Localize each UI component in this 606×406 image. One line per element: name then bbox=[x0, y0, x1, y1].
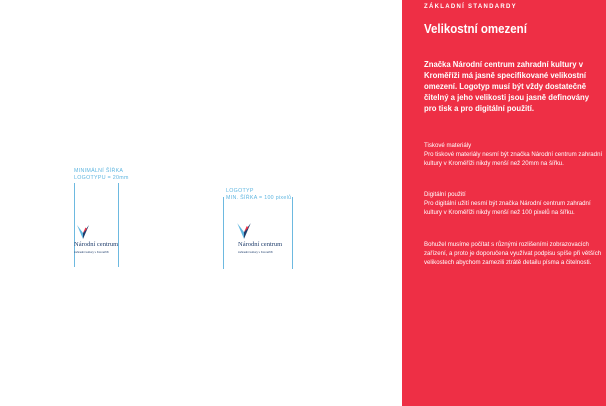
info-panel bbox=[402, 0, 606, 406]
digital-section-title: Digitální použití bbox=[424, 191, 466, 198]
print-section bbox=[424, 141, 606, 168]
digital-section bbox=[424, 190, 606, 217]
digital-width-guide-right bbox=[292, 197, 293, 269]
print-min-width-label-line2: LOGOTYPU = 20mm bbox=[74, 175, 129, 181]
logo-subtitle: zahradní kultury v Kroměříži bbox=[74, 250, 109, 254]
logo-mark-icon bbox=[236, 222, 252, 240]
page-title: Velikostní omezení bbox=[424, 22, 527, 36]
logo-print-example bbox=[74, 224, 119, 254]
logo-name: Národní centrum bbox=[238, 241, 283, 248]
digital-section-text: Pro digitální užití nesmí být značka Národní centrum zahradní kultury v Kroměříži nikdy menší než 100 pixelů na šířku. bbox=[424, 200, 591, 216]
digital-min-width-label bbox=[226, 188, 291, 202]
digital-width-guide-left bbox=[223, 197, 224, 269]
resolution-note: Bohužel musíme počítat s různými rozlišeními zobrazovacích zařízení, a proto je doporučena využívat podpisu spíše při větších velikostech abychom zamezili ztrátě detailu písma a čitelnosti. bbox=[424, 241, 602, 266]
digital-min-width-label-line2: MIN. ŠÍŘKA = 100 pixelů bbox=[226, 195, 292, 201]
logo-mark-icon bbox=[76, 224, 90, 240]
section-label: ZÁKLADNÍ STANDARDY bbox=[424, 4, 517, 10]
digital-min-width-label-line1: LOGOTYP bbox=[226, 188, 254, 194]
lead-paragraph: Značka Národní centrum zahradní kultury v Kroměříži má jasně specifikované velikostní omezení. Logotyp musí být vždy dostatečně čitelný a jeho velikosti jsou jasně definovány pro tisk a pro digitální použití. bbox=[424, 59, 590, 113]
print-section-text: Pro tiskové materiály nesmí být značka Národní centrum zahradní kultury v Kroměříži nikdy menší než 20mm na šířku. bbox=[424, 151, 603, 167]
logo-digital-example bbox=[236, 222, 283, 254]
print-width-guide-right bbox=[118, 183, 119, 267]
logo-name: Národní centrum bbox=[74, 241, 119, 248]
print-min-width-label-line1: MINIMÁLNÍ ŠÍŘKA bbox=[74, 168, 124, 174]
print-min-width-label bbox=[74, 168, 129, 182]
print-width-guide-left bbox=[74, 183, 75, 267]
logo-subtitle: zahradní kultury v Kroměříži bbox=[238, 250, 273, 254]
print-section-title: Tiskové materiály bbox=[424, 142, 472, 149]
